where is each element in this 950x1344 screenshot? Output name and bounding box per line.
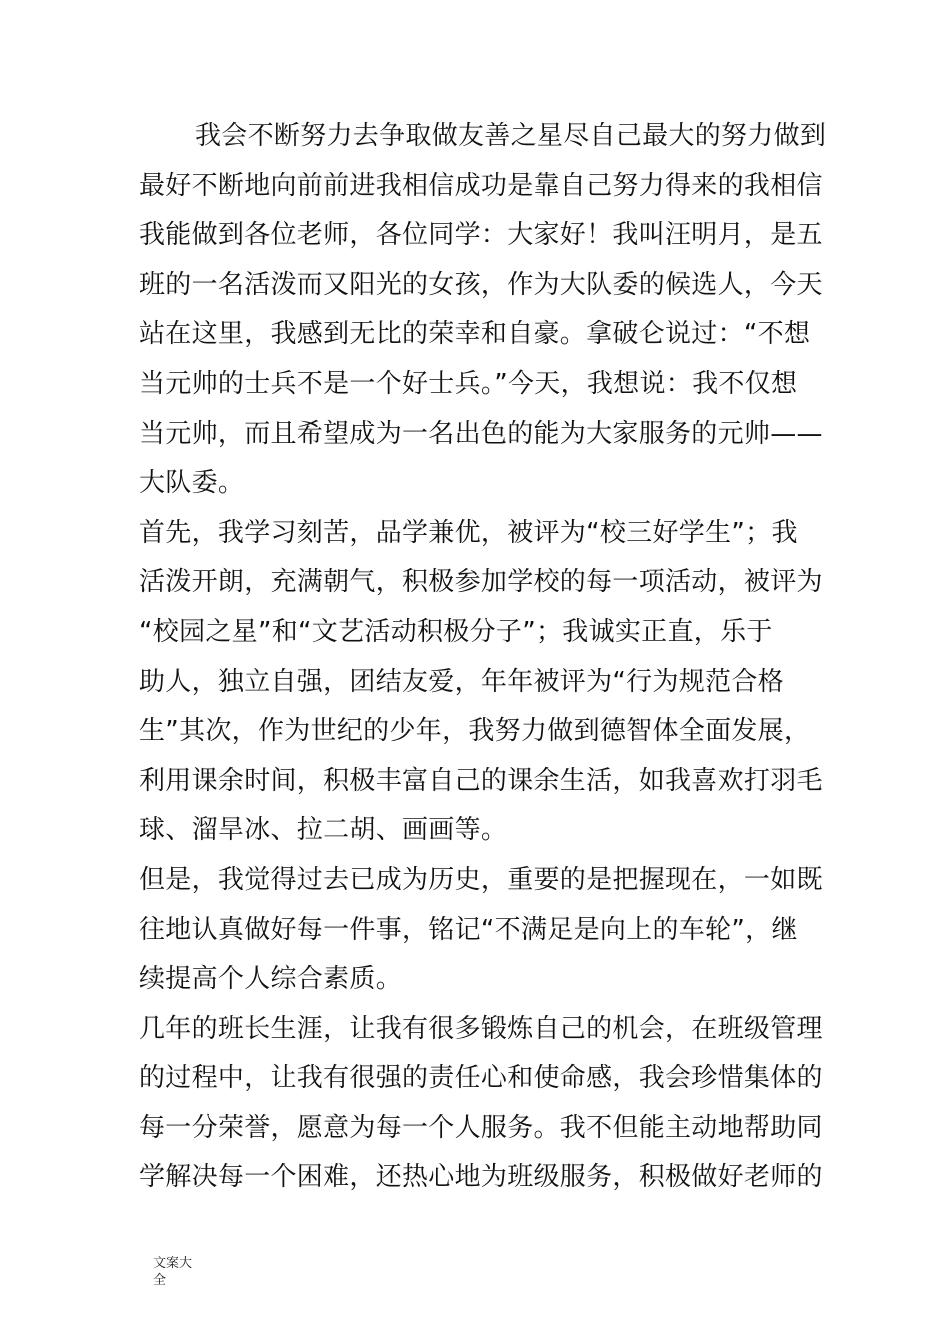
text-line: 的过程中，让我有很强的责任心和使命感，我会珍惜集体的 — [139, 1063, 823, 1094]
footer-text-line2: 全 — [153, 1273, 167, 1288]
text-line: 助人，独立自强，团结友爱，年年被评为“行为规范合格 — [139, 666, 784, 697]
text-line: 站在这里，我感到无比的荣幸和自豪。拿破仑说过：“不想 — [139, 319, 811, 350]
text-line: 几年的班长生涯，让我有很多锻炼自己的机会，在班级管理 — [139, 1013, 823, 1044]
text-line: 利用课余时间，积极丰富自己的课余生活，如我喜欢打羽毛 — [139, 765, 823, 796]
footer-text-line1: 文案大 — [153, 1256, 193, 1271]
text-line: “校园之星”和“文艺活动积极分子”；我诚实正直，乐于 — [139, 616, 773, 647]
text-line: 班的一名活泼而又阳光的女孩，作为大队委的候选人，今天 — [139, 269, 823, 300]
text-line: 生”其次，作为世纪的少年，我努力做到德智体全面发展， — [139, 716, 811, 747]
document-body — [139, 112, 827, 1203]
page-footer — [153, 1255, 213, 1289]
text-line: 续提高个人综合素质。 — [139, 964, 403, 995]
text-line: 学解决每一个困难，还热心地为班级服务，积极做好老师的 — [139, 1162, 823, 1193]
text-line: 活泼开朗，充满朝气，积极参加学校的每一项活动，被评为 — [139, 567, 823, 598]
text-line: 大队委。 — [139, 468, 245, 499]
text-line: 首先，我学习刻苦，品学兼优，被评为“校三好学生”；我 — [139, 517, 798, 548]
text-line: 我能做到各位老师，各位同学：大家好！我叫汪明月，是五 — [139, 220, 823, 251]
text-line: 但是，我觉得过去已成为历史，重要的是把握现在，一如既 — [139, 864, 823, 895]
text-line: 我会不断努力去争取做友善之星尽自己最大的努力做到 — [195, 121, 827, 151]
text-line: 球、溜旱冰、拉二胡、画画等。 — [139, 815, 508, 846]
text-line: 往地认真做好每一件事，铭记“不满足是向上的车轮”，继 — [139, 914, 798, 945]
text-line: 最好不断地向前前进我相信成功是靠自己努力得来的我相信 — [139, 170, 823, 201]
text-line: 当元帅，而且希望成为一名出色的能为大家服务的元帅—— — [139, 418, 823, 449]
text-line: 每一分荣誉，愿意为每一个人服务。我不但能主动地帮助同 — [139, 1112, 823, 1143]
text-line: 当元帅的士兵不是一个好士兵。”今天，我想说：我不仅想 — [139, 368, 798, 399]
